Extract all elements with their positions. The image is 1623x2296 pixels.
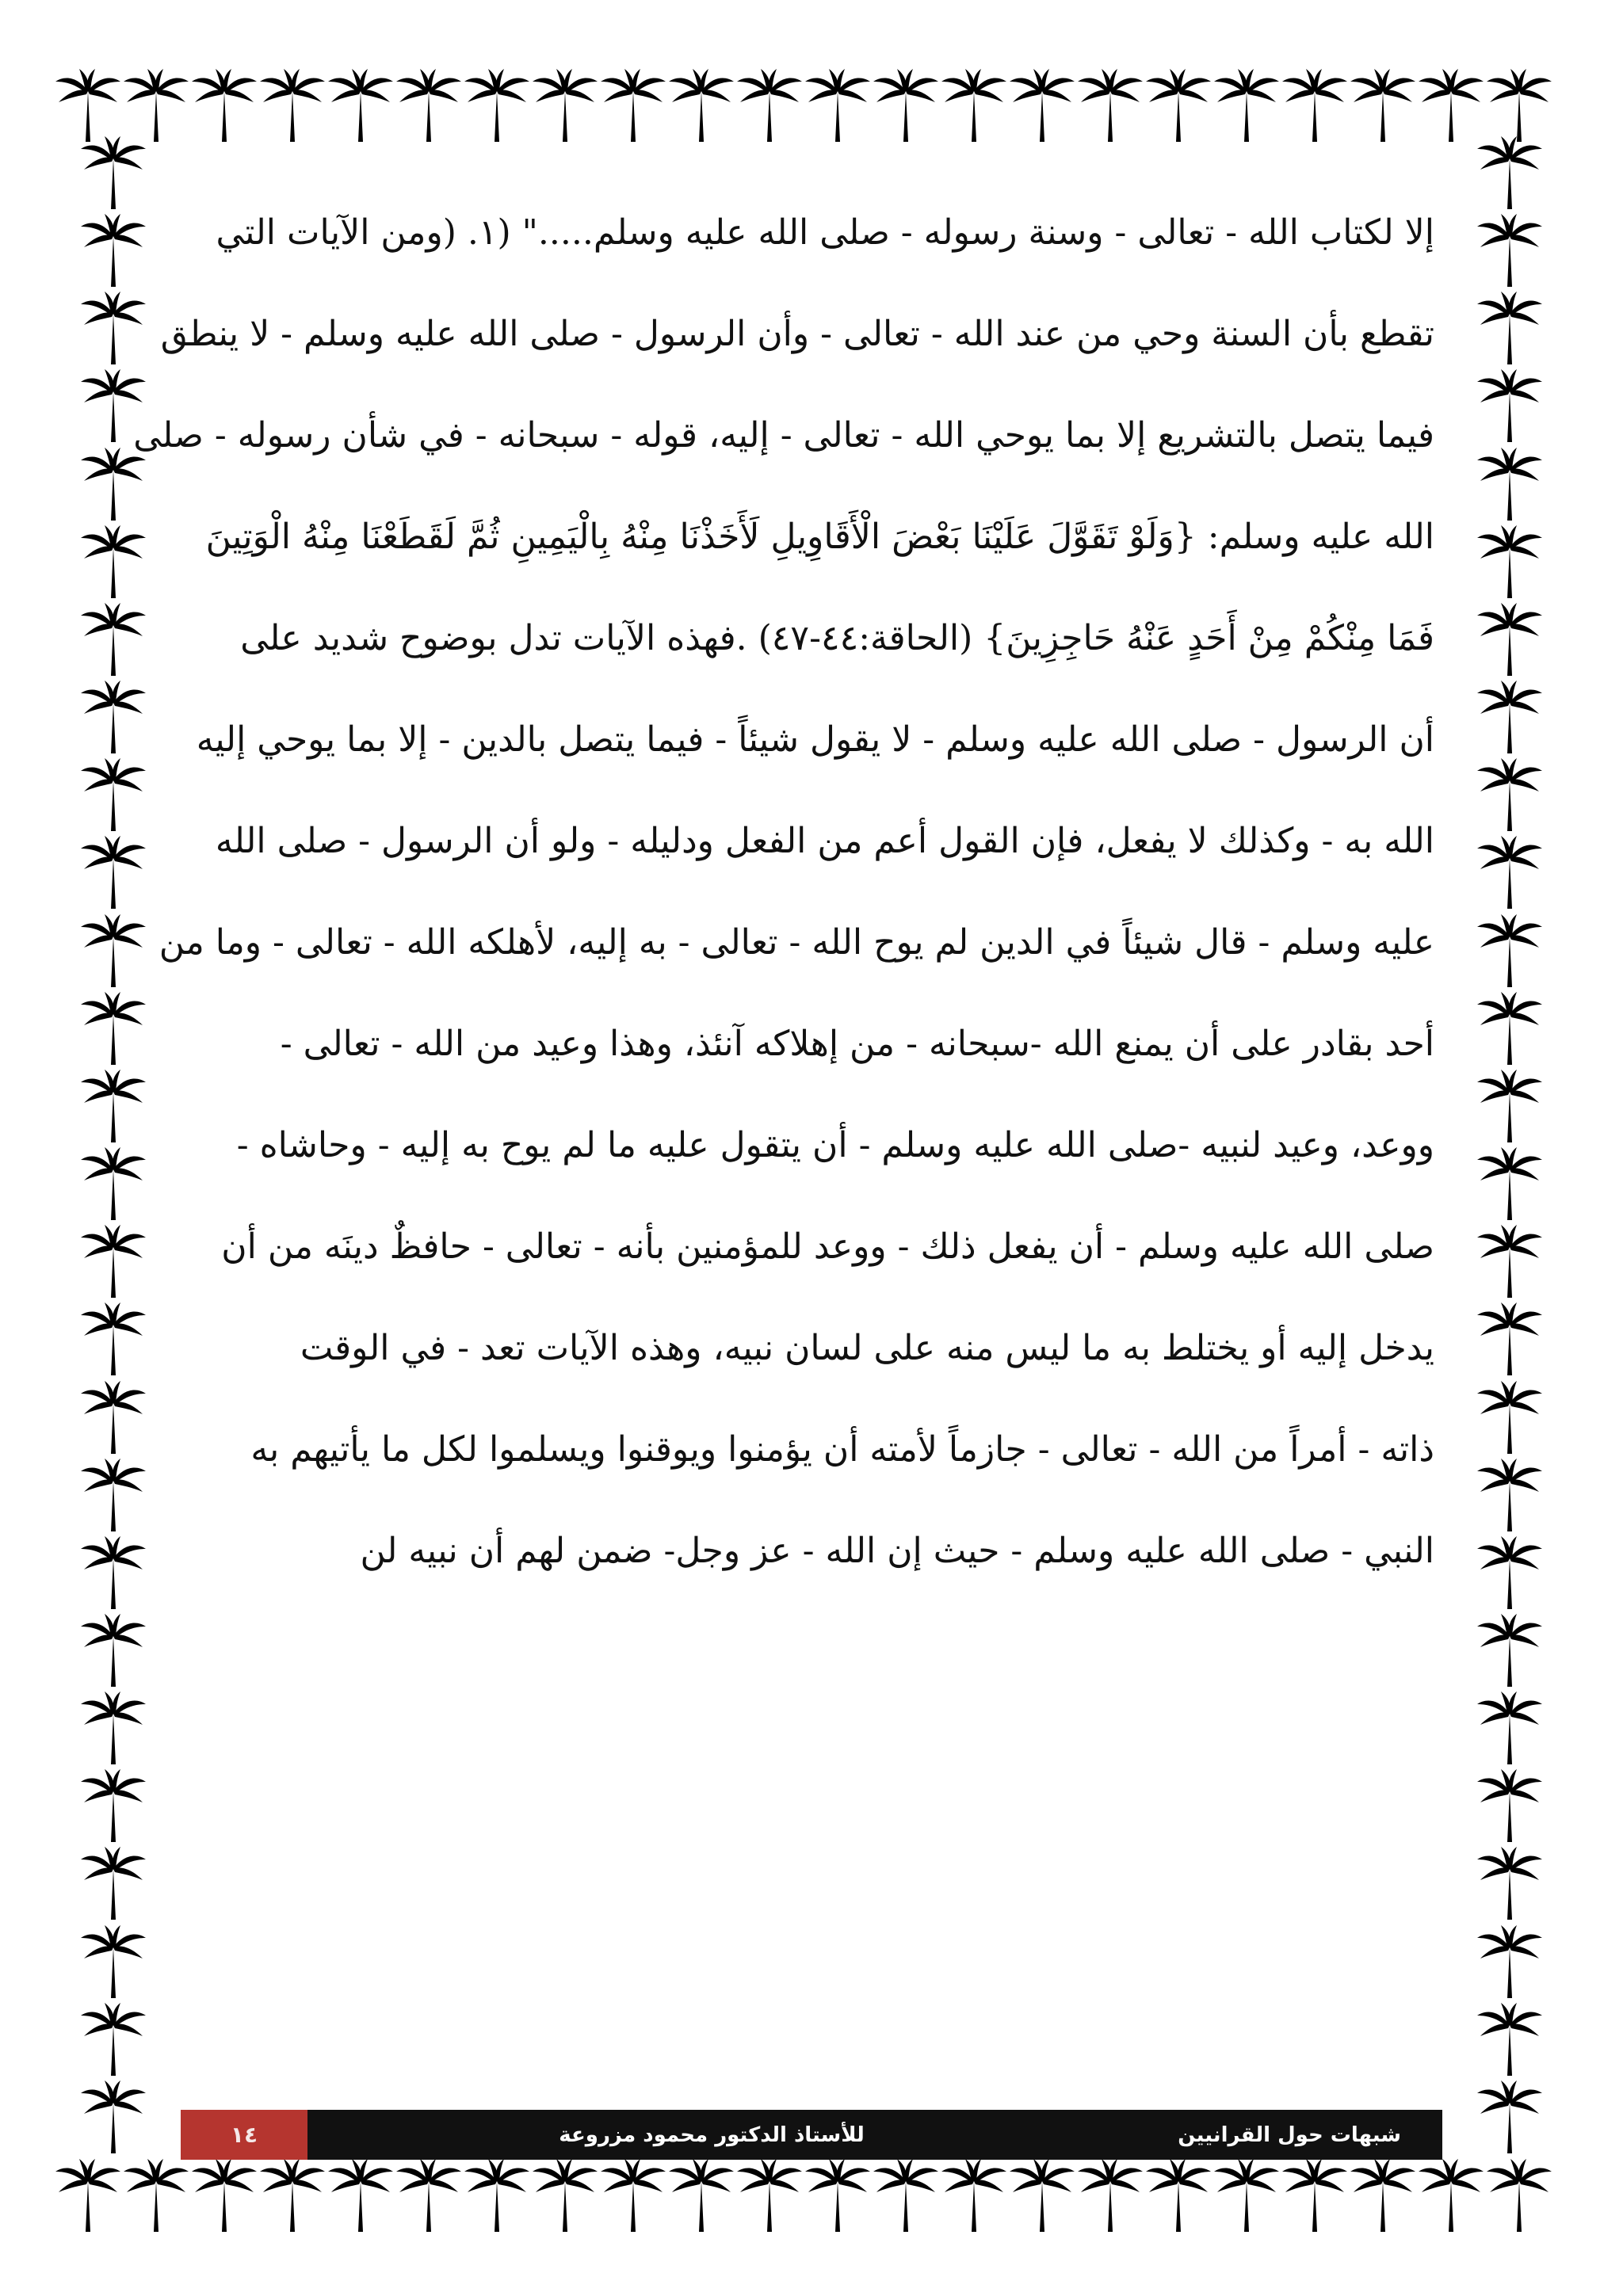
- palm-tree-icon: [79, 990, 147, 1066]
- text-line: ووعد، وعيد لنبيه -صلى الله عليه وسلم - أن يتقول عليه ما لم يوح به إليه - وحاشاه -: [236, 1125, 1434, 1165]
- palm-tree-icon: [327, 67, 395, 143]
- palm-tree-icon: [79, 1301, 147, 1377]
- palm-tree-icon: [1349, 67, 1417, 143]
- palm-tree-icon: [1476, 135, 1544, 211]
- footer-book-title: شبهات حول القرانيين: [1178, 2122, 1401, 2147]
- bottom-border: [70, 2152, 1553, 2239]
- text-line: ذاته - أمراً من الله - تعالى - جازماً لأمته أن يؤمنوا ويوقنوا ويسلموا لكل ما يأتيهم به: [250, 1429, 1434, 1470]
- palm-tree-icon: [599, 2157, 667, 2233]
- palm-tree-icon: [599, 67, 667, 143]
- palm-tree-icon: [940, 2157, 1008, 2233]
- palm-tree-icon: [122, 2157, 190, 2233]
- palm-tree-icon: [1476, 524, 1544, 600]
- palm-tree-icon: [1476, 1223, 1544, 1299]
- text-line: يدخل إليه أو يختلط به ما ليس منه على لسان نبيه، وهذه الآيات تعد - في الوقت: [300, 1328, 1434, 1368]
- palm-tree-icon: [1485, 2157, 1553, 2233]
- palm-tree-icon: [1476, 834, 1544, 910]
- palm-tree-icon: [1485, 67, 1553, 143]
- palm-tree-icon: [79, 1223, 147, 1299]
- palm-tree-icon: [1476, 1068, 1544, 1144]
- palm-tree-icon: [1476, 1612, 1544, 1688]
- palm-tree-icon: [79, 601, 147, 677]
- palm-tree-icon: [54, 67, 122, 143]
- palm-tree-icon: [79, 212, 147, 288]
- palm-tree-icon: [1476, 1146, 1544, 1222]
- palm-tree-icon: [872, 2157, 940, 2233]
- palm-tree-icon: [1476, 446, 1544, 522]
- palm-tree-icon: [804, 67, 872, 143]
- palm-tree-icon: [1476, 757, 1544, 833]
- text-line: فَمَا مِنْكُمْ مِنْ أَحَدٍ عَنْهُ حَاجِزِينَ} (الحاقة:٤٤-٤٧) .فهذه الآيات تدل بوضوح شديد على: [240, 618, 1434, 658]
- palm-tree-icon: [1476, 1845, 1544, 1921]
- palm-tree-icon: [1417, 67, 1485, 143]
- palm-tree-icon: [79, 2079, 147, 2155]
- palm-tree-icon: [258, 67, 327, 143]
- palm-tree-icon: [1212, 67, 1281, 143]
- palm-tree-icon: [1476, 1768, 1544, 1844]
- palm-tree-icon: [804, 2157, 872, 2233]
- palm-tree-icon: [667, 67, 735, 143]
- palm-tree-icon: [79, 524, 147, 600]
- palm-tree-icon: [79, 1146, 147, 1222]
- palm-tree-icon: [1144, 67, 1212, 143]
- palm-tree-icon: [1476, 1924, 1544, 2000]
- palm-tree-icon: [79, 1535, 147, 1611]
- palm-tree-icon: [327, 2157, 395, 2233]
- palm-tree-icon: [1076, 2157, 1144, 2233]
- footer-bar: [181, 2110, 1442, 2160]
- palm-tree-icon: [1212, 2157, 1281, 2233]
- palm-tree-icon: [463, 67, 531, 143]
- palm-tree-icon: [735, 2157, 804, 2233]
- palm-tree-icon: [1008, 67, 1076, 143]
- palm-tree-icon: [395, 67, 463, 143]
- palm-tree-icon: [1476, 1457, 1544, 1533]
- palm-tree-icon: [1476, 1535, 1544, 1611]
- palm-tree-icon: [79, 757, 147, 833]
- palm-tree-icon: [1476, 290, 1544, 366]
- palm-tree-icon: [79, 1068, 147, 1144]
- palm-tree-icon: [1476, 1301, 1544, 1377]
- text-line: أحد بقادر على أن يمنع الله -سبحانه - من إهلاكه آنئذ، وهذا وعيد من الله - تعالى -: [280, 1024, 1434, 1064]
- text-line: الله به - وكذلك لا يفعل، فإن القول أعم من الفعل ودليله - ولو أن الرسول - صلى الله: [215, 821, 1434, 861]
- palm-tree-icon: [79, 2001, 147, 2077]
- palm-tree-icon: [940, 67, 1008, 143]
- palm-tree-icon: [1008, 2157, 1076, 2233]
- palm-tree-icon: [735, 67, 804, 143]
- palm-tree-icon: [79, 1768, 147, 1844]
- top-border: [70, 62, 1553, 149]
- palm-tree-icon: [79, 1457, 147, 1533]
- palm-tree-icon: [190, 2157, 258, 2233]
- right-border: [1466, 135, 1553, 2155]
- palm-tree-icon: [667, 2157, 735, 2233]
- palm-tree-icon: [463, 2157, 531, 2233]
- palm-tree-icon: [79, 679, 147, 755]
- text-line: الله عليه وسلم: {وَلَوْ تَقَوَّلَ عَلَيْنَا بَعْضَ الْأَقَاوِيلِ لَأَخَذْنَا مِنْهُ بِالْيَمِينِ ثُمَّ لَقَطَعْنَا مِنْهُ الْوَتِينَ: [205, 517, 1434, 557]
- palm-tree-icon: [79, 1690, 147, 1766]
- palm-tree-icon: [531, 2157, 599, 2233]
- palm-tree-icon: [79, 1845, 147, 1921]
- palm-tree-icon: [79, 1924, 147, 2000]
- palm-tree-icon: [79, 135, 147, 211]
- text-line: صلى الله عليه وسلم - أن يفعل ذلك - ووعد للمؤمنين بأنه - تعالى - حافظٌ دينَه من أن: [221, 1226, 1434, 1267]
- body-text: [133, 182, 1434, 1602]
- footer-author: للأستاذ الدكتور محمود مزروعة: [559, 2122, 865, 2147]
- palm-tree-icon: [1476, 601, 1544, 677]
- palm-tree-icon: [1476, 2001, 1544, 2077]
- text-line: أن الرسول - صلى الله عليه وسلم - لا يقول شيئاً - فيما يتصل بالدين - إلا بما يوحي إليه: [196, 719, 1434, 760]
- palm-tree-icon: [79, 1379, 147, 1455]
- palm-tree-icon: [1417, 2157, 1485, 2233]
- palm-tree-icon: [1476, 1379, 1544, 1455]
- palm-tree-icon: [122, 67, 190, 143]
- palm-tree-icon: [1476, 913, 1544, 989]
- palm-tree-icon: [1476, 679, 1544, 755]
- palm-tree-icon: [1476, 368, 1544, 444]
- palm-tree-icon: [1349, 2157, 1417, 2233]
- text-line: النبي - صلى الله عليه وسلم - حيث إن الله - عز وجل- ضمن لهم أن نبيه لن: [360, 1531, 1434, 1571]
- text-line: فيما يتصل بالتشريع إلا بما يوحي الله - تعالى - إليه، قوله - سبحانه - في شأن رسوله - صلى: [133, 415, 1434, 456]
- palm-tree-icon: [1476, 212, 1544, 288]
- text-line: تقطع بأن السنة وحي من عند الله - تعالى - وأن الرسول - صلى الله عليه وسلم - لا ينطق: [160, 314, 1434, 354]
- palm-tree-icon: [79, 913, 147, 989]
- palm-tree-icon: [395, 2157, 463, 2233]
- palm-tree-icon: [54, 2157, 122, 2233]
- palm-tree-icon: [1281, 67, 1349, 143]
- palm-tree-icon: [190, 67, 258, 143]
- palm-tree-icon: [79, 1612, 147, 1688]
- palm-tree-icon: [1476, 2079, 1544, 2155]
- text-line: إلا لكتاب الله - تعالى - وسنة رسوله - صلى الله عليه وسلم....." (١. (ومن الآيات التي: [216, 212, 1434, 253]
- palm-tree-icon: [1144, 2157, 1212, 2233]
- palm-tree-icon: [79, 834, 147, 910]
- page-number: ١٤: [181, 2110, 307, 2160]
- palm-tree-icon: [1076, 67, 1144, 143]
- palm-tree-icon: [531, 67, 599, 143]
- palm-tree-icon: [79, 290, 147, 366]
- palm-tree-icon: [1476, 1690, 1544, 1766]
- palm-tree-icon: [1281, 2157, 1349, 2233]
- palm-tree-icon: [872, 67, 940, 143]
- palm-tree-icon: [1476, 990, 1544, 1066]
- palm-tree-icon: [258, 2157, 327, 2233]
- text-line: عليه وسلم - قال شيئاً في الدين لم يوح الله - تعالى - به إليه، لأهلكه الله - تعالى - وما من: [158, 922, 1434, 963]
